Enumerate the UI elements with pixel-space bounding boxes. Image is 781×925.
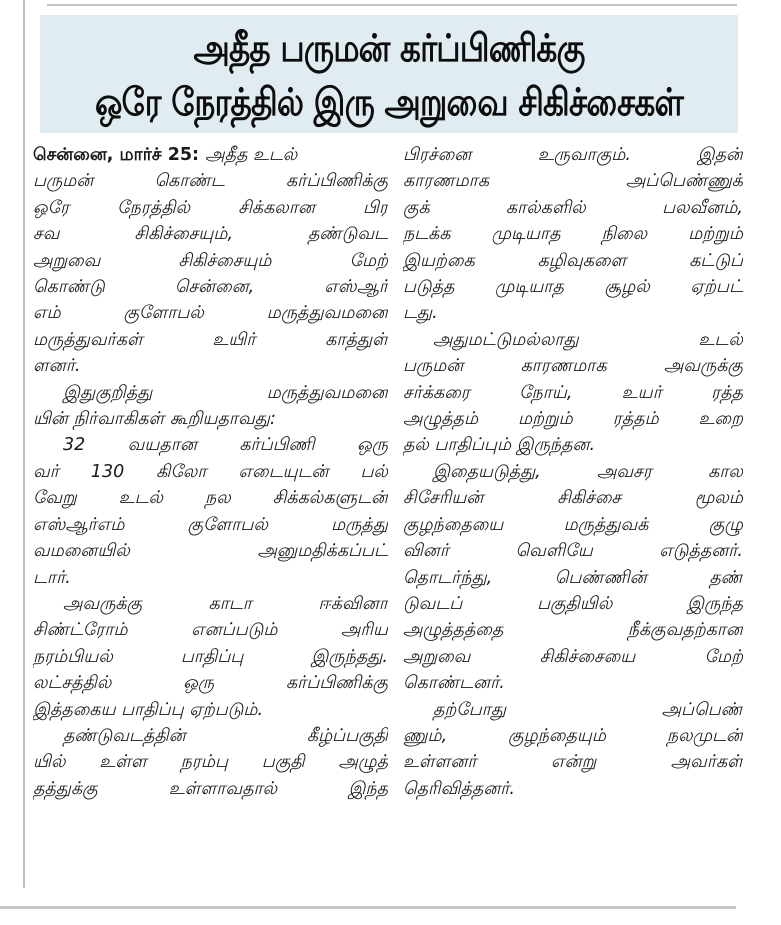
article-line: தத்துக்கு உள்ளாவதால் இந்த [33,778,388,799]
article-line: காரணமாக அப்பெண்ணுக் [403,171,743,192]
article-line: பருமன் கொண்ட கர்ப்பிணிக்கு [33,171,388,192]
headline [40,15,738,133]
article-line: தொடர்ந்து, பெண்ணின் தண் [403,567,743,588]
article-line: தற்போது அப்பெண் [433,699,743,720]
article-line: டது. [403,303,438,324]
article-line: தண்டுவடத்தின் கீழ்ப்பகுதி [63,725,388,746]
article-line: உள்ளனர் என்று அவர்கள் [403,752,743,773]
top-rule [47,4,737,6]
article-line: வினர் வெளியே எடுத்தனர். [403,541,743,562]
article-line: யில் உள்ள நரம்பு பகுதி அழுத் [33,752,388,773]
article-line: வேறு உடல் நல சிக்கல்களுடன் [33,488,388,509]
article-line: அவருக்கு காடா ஈக்வினா [63,593,388,614]
article-line-text: அதீத உடல் [205,145,298,165]
left-column-rule [23,0,25,888]
article-line: டுவடப் பகுதியில் இருந்த [403,593,743,614]
article-line: சிண்ட்ரோம் எனப்படும் அரிய [33,620,388,641]
article-line: லட்சத்தில் ஒரு கர்ப்பிணிக்கு [33,673,388,694]
article-line: தல் பாதிப்பும் இருந்தன. [403,435,596,456]
article-line: இதுகுறித்து மருத்துவமனை [63,382,388,403]
article-line: கொண்டு சென்னை, எஸ்ஆர் [33,277,388,298]
article-line: இத்தகைய பாதிப்பு ஏற்படும். [33,699,264,720]
article-line: யின் நிர்வாகிகள் கூறியதாவது: [33,409,276,430]
article-line: சவ சிகிச்சையும், தண்டுவட [33,224,388,245]
article-line: ணும், குழந்தையும் நலமுடன் [403,725,743,746]
article-line: சர்க்கரை நோய், உயர் ரத்த [403,382,743,403]
article-line: மருத்துவர்கள் உயிர் காத்துள் [33,329,388,350]
article-left-column [33,142,388,802]
headline-line-2: ஒரே நேரத்தில் இரு அறுவை சிகிச்சைகள் [94,80,684,124]
dateline: சென்னை, மார்ச் 25: [33,145,206,165]
article-line: அறுவை சிகிச்சையை மேற் [403,646,743,667]
article-line: பருமன் காரணமாக அவருக்கு [403,356,743,377]
article-line: பிரச்னை உருவாகும். இதன் [403,145,743,165]
headline-line-1: அதீத பருமன் கர்ப்பிணிக்கு [193,26,585,70]
article-line: படுத்த முடியாத சூழல் ஏற்பட் [403,277,743,298]
article-line: குக் கால்களில் பலவீனம், [403,197,743,218]
article-line: ளனர். [33,356,81,377]
article-line: எஸ்ஆர்எம் குளோபல் மருத்து [33,514,388,535]
article-line: வர் 130 கிலோ எடையுடன் பல் [33,461,388,482]
article-line: 32 வயதான கர்ப்பிணி ஒரு [63,435,388,456]
article-line: நடக்க முடியாத நிலை மற்றும் [403,224,743,245]
article-line: கொண்டனர். [403,673,505,694]
article-line: டார். [33,567,71,588]
article-line: இதையடுத்து, அவசர கால [433,461,743,482]
article-line: அழுத்தம் மற்றும் ரத்தம் உறை [403,409,743,430]
article-line: தெரிவித்தனர். [403,778,515,799]
article-line: சிசேரியன் சிகிச்சை மூலம் [403,488,743,509]
article-line: அழுத்தத்தை நீக்குவதற்கான [403,620,743,641]
article-line: எம் குளோபல் மருத்துவமனை [33,303,388,324]
article-line: வமனையில் அனுமதிக்கப்பட் [33,541,388,562]
article-line: அறுவை சிகிச்சையும் மேற் [33,250,388,271]
article-right-column [403,142,743,802]
article-line [33,142,388,168]
article-line: அதுமட்டுமல்லாது உடல் [433,329,743,350]
article-line: இயற்கை கழிவுகளை கட்டுப் [403,250,743,271]
article-line: நரம்பியல் பாதிப்பு இருந்தது. [33,646,388,667]
bottom-rule [0,906,736,909]
article-line: ஒரே நேரத்தில் சிக்கலான பிர [33,197,388,218]
article-line: குழந்தையை மருத்துவக் குழு [403,514,743,535]
